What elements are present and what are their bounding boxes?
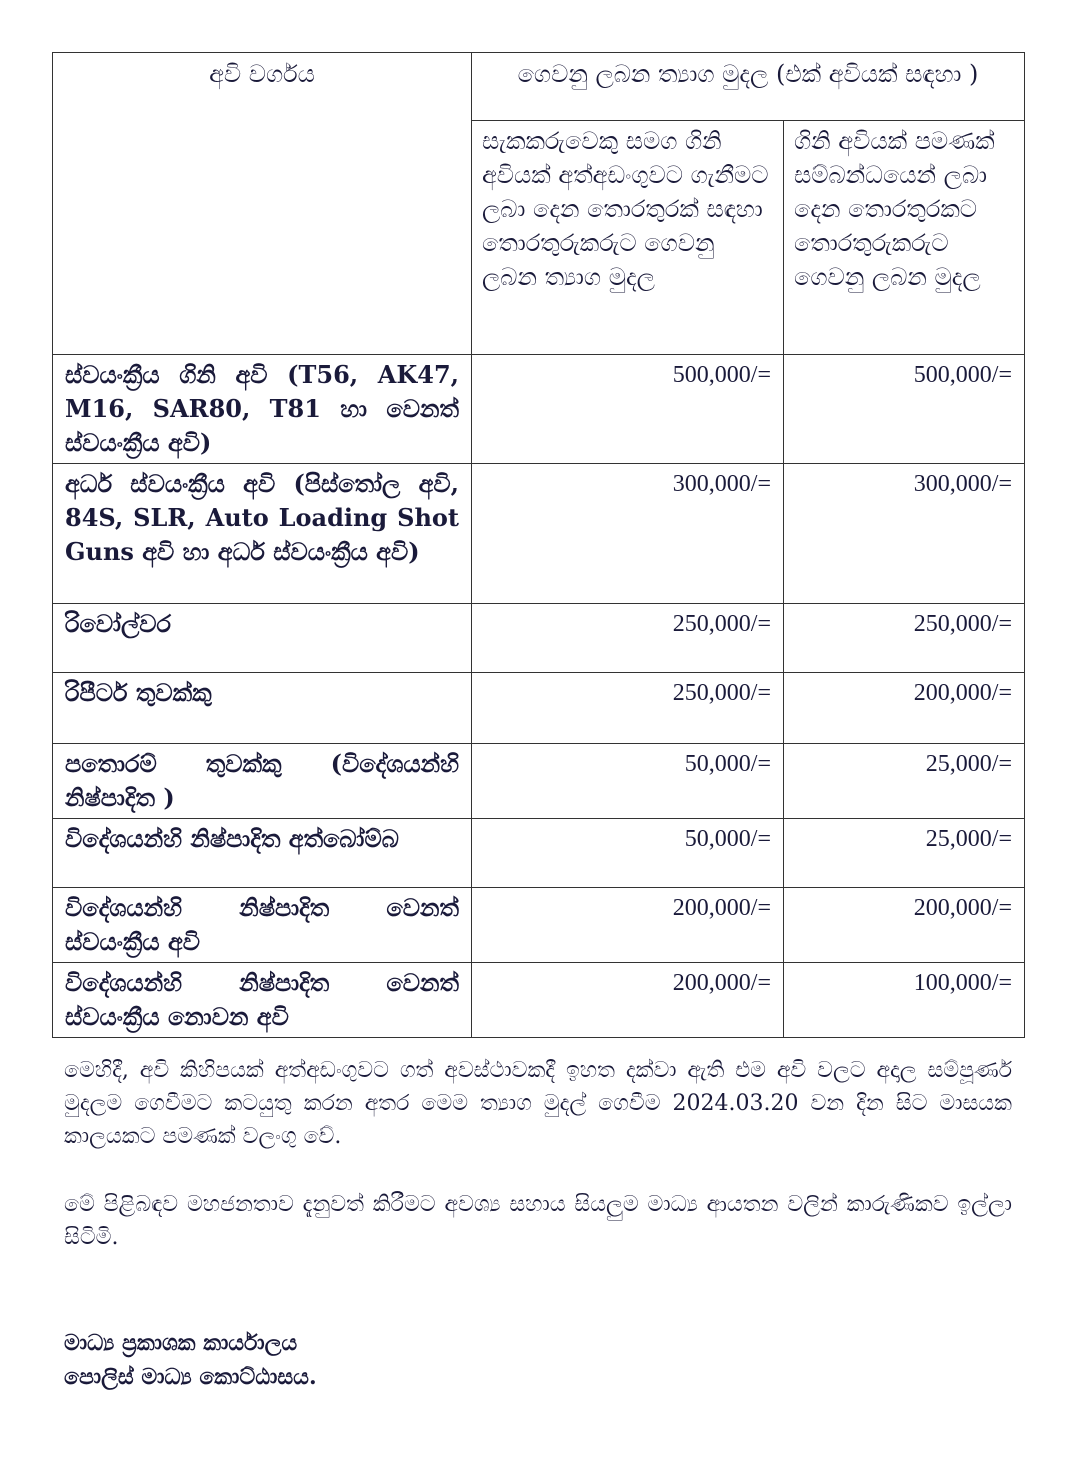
amount-with-suspect: 50,000/= <box>472 744 784 819</box>
amount-with-suspect: 250,000/= <box>472 604 784 673</box>
header-with-suspect: සැකකරුවෙකු සමග ගිනි අවියක් අත්අඩංගුවට ගැනීමට ලබා දෙන තොරතුරක් සඳහා තොරතුරුකරුට ගෙවනු ලබන ත්‍යාග මුදල <box>472 121 784 355</box>
table-row <box>53 888 1025 963</box>
amount-with-suspect: 200,000/= <box>472 963 784 1038</box>
table-row <box>53 819 1025 888</box>
signature-division: පොලිස් මාධ්‍ය කොට්ඨාසය. <box>64 1364 317 1390</box>
header-weapon-only: ගිනි අවියක් පමණක් සම්බන්ධයෙන් ලබා දෙන තොරතුරකට තොරතුරුකරුට ගෙවනු ලබන මුදල <box>784 121 1025 355</box>
weapon-type-cell: ස්වයංක්‍රීය ගිනි අවි (T56, AK47, M16, SAR80, T81 හා වෙනත් ස්වයංක්‍රීය අවි) <box>53 355 472 464</box>
weapon-type-cell: අර්ධ ස්වයංක්‍රීය අවි (පිස්තෝල අවි, 84S, SLR, Auto Loading Shot Guns අවි හා අර්ධ ස්වයංක්‍රීය අවි) <box>53 464 472 604</box>
weapon-type-cell: විදේශයන්හි නිෂ්පාදිත අත්බෝම්බ <box>53 819 472 888</box>
amount-weapon-only: 250,000/= <box>784 604 1025 673</box>
amount-weapon-only: 25,000/= <box>784 819 1025 888</box>
amount-weapon-only: 200,000/= <box>784 673 1025 744</box>
weapon-type-cell: රිවෝල්වර <box>53 604 472 673</box>
weapon-type-cell: විදේශයන්හි නිෂ්පාදිත වෙනත් ස්වයංක්‍රීය අවි <box>53 888 472 963</box>
weapon-type-cell: විදේශයන්හි නිෂ්පාදිත වෙනත් ස්වයංක්‍රීය නොවන අවි <box>53 963 472 1038</box>
table-row <box>53 744 1025 819</box>
amount-weapon-only: 200,000/= <box>784 888 1025 963</box>
amount-weapon-only: 25,000/= <box>784 744 1025 819</box>
table-row <box>53 604 1025 673</box>
amount-with-suspect: 250,000/= <box>472 673 784 744</box>
header-reward-amount: ගෙවනු ලබන ත්‍යාග මුදල (එක් අවියක් සඳහා ) <box>472 53 1025 121</box>
amount-with-suspect: 200,000/= <box>472 888 784 963</box>
amount-weapon-only: 100,000/= <box>784 963 1025 1038</box>
table-header-row <box>53 53 1025 121</box>
amount-with-suspect: 300,000/= <box>472 464 784 604</box>
weapon-type-cell: පතොරම් තුවක්කු (විදේශයන්හි නිෂ්පාදිත ) <box>53 744 472 819</box>
table-row <box>53 963 1025 1038</box>
reward-table <box>52 52 1025 1038</box>
header-weapon-type: අවි වර්ගය <box>53 53 472 355</box>
validity-paragraph: මෙහිදී, අවි කිහිපයක් අත්අඩංගුවට ගත් අවස්ථාවකදී ඉහත දක්වා ඇති එම අවි වලට අදාල සම්පූර්ණ මුදලම ගෙවීමට කටයුතු කරන අතර මෙම ත්‍යාග මුදල් ගෙවීම 2024.03.20 වන දින සිට මාසයක කාලයකට පමණක් වලංගු වේ. <box>64 1058 1012 1149</box>
table-row <box>53 673 1025 744</box>
table-row <box>53 464 1025 604</box>
amount-weapon-only: 500,000/= <box>784 355 1025 464</box>
amount-with-suspect: 50,000/= <box>472 819 784 888</box>
table-row <box>53 355 1025 464</box>
media-request-paragraph: මේ පිළිබඳව මහජනතාව දැනුවත් කිරීමට අවශ්‍ය සහාය සියලුම මාධ්‍ය ආයතන වලින් කාරුණිකව ඉල්ලා සිටිමි. <box>64 1192 1012 1250</box>
signature-office: මාධ්‍ය ප්‍රකාශක කාර්යාලය <box>64 1330 298 1356</box>
weapon-type-cell: රිපීටර් තුවක්කු <box>53 673 472 744</box>
amount-weapon-only: 300,000/= <box>784 464 1025 604</box>
amount-with-suspect: 500,000/= <box>472 355 784 464</box>
